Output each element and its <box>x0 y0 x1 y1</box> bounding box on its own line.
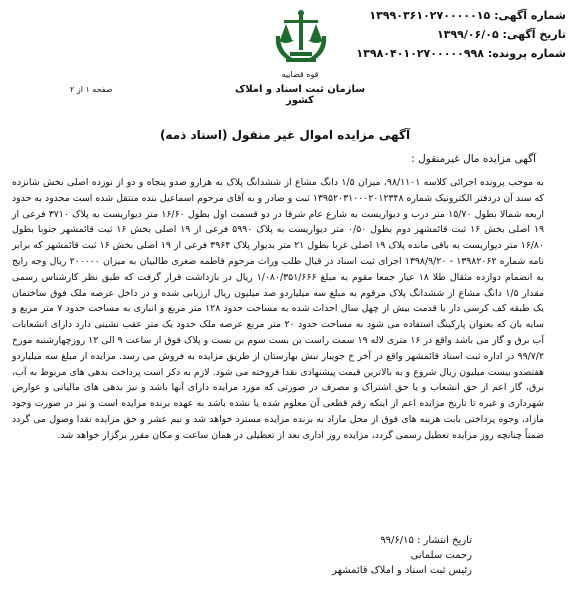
notice-date: تاریخ آگهی: ۱۳۹۹/۰۶/۰۵ <box>436 28 566 41</box>
notice-title: آگهی مزایده اموال غیر منقول (اسناد ذمه) <box>159 128 411 142</box>
notice-number: شماره آگهی: ۱۳۹۹۰۳۶۱۰۲۷۰۰۰۰۰۱۵ <box>369 9 566 22</box>
judiciary-label: قوه قضاییه <box>281 70 319 79</box>
notice-intro: آگهی مزایده مال غیرمنقول : <box>411 153 536 165</box>
notice-meta <box>330 6 566 63</box>
organization-name: سازمان ثبت اسناد و املاک کشور <box>234 84 366 106</box>
signer-name: رحمت سلمانی <box>410 550 472 561</box>
case-number: شماره پرونده: ۱۳۹۸۰۴۰۱۰۲۷۰۰۰۰۰۹۹۸ <box>356 47 566 60</box>
notice-body: به موجب پرونده اجرائی کلاسه ۹۸/۱۱۰۱، میزان ۱/۵ دانگ مشاع از ششدانگ پلاک به هزارو صدو پنجاه و دو از نوزده اصلی بخش شانزده که سند آن دردفتر الکترونیک شماره ۱۳۹۵۲۰۳۱۰۰۰۲۰۱۲۳۴۸ ثبت و صادر و به آقای مرحوم اسماعیل بنده منتقل شده است محدود به حدود اربعه شمالا بطول ۱۵/۷۰ متر درب و دیواریست به شارع عام شرقا در دو قسمت اول بطول ۱۶/۶۰ متر دیواریست به پلاک ۳۷۱۰ فرعی از ۱۹ اصلی بخش ۱۶ ثبت قائمشهر دوم بطول ۰/۵۰ متر دیواریست به پلاک ۵۹۹۰ فرعی از ۱۹ اصلی بخش ۱۶ ثبت قائمشهر جنوبا بطول ۱۶/۸۰ متر دیواریست به باقی مانده پلاک ۱۹ اصلی غربا بطول ۲۱ متر بدیوار پلاک ۳۹۶۴ فرعی از ۱۹ اصلی بخش ۱۶ ثبت قائمشهر که برابر نامه شماره ۱۳۹۸۲۰۶۲ - ۱۳۹۸/۹/۲۰ اجرای ثبت اسناد در قبال طلب وراث مرحوم فاطمه صغری طالبیان به میزان ۲۰۰۰۰۰ ریال وجه رایج به انضمام دوازده مثقال طلا ۱۸ عیار جمعا مقوم به مبلغ ۱/۰۸۰/۳۵۱/۶۶۶ ریال در بازداشت قرار گرفت که طبق نظر کارشناس رسمی مقدار ۱/۵ دانگ مشاع از ششدانگ پلاک مرقوم به مبلغ سه میلیاردو صد میلیون ریال ارزیابی شده و در داخل عرصه ملک فوق ساختمان یک طبقه کف کرسی دار با قدمت بیش از چهل سال احداث شده به مساحت حدود ۱۲۸ متر مربع و انباری به مساحت حدود ۷ متر مربع و سایه بان که بعنوان پارکینگ استفاده می شود به مساحت حدود ۲۰ متر مربع عرصه ملک حدود یک متر عقب نشینی دارد دارای انشعابات آب برق و گاز می باشد واقع در ۱۶ متری لاله ۱۹ سمت راست بن بست سوم بن بست و پلاک فوق از ساعت ۹ الی ۱۲ روزچهارشنبه مورخ ۹۹/۷/۲ در اداره ثبت اسناد قائمشهر واقع در آخر خ جویبار نبش بهارستان از طریق مزایده به فروش می رسد. مزایده از مبلغ سه میلیاردو هفتصدو بیست میلیون ریال شروع و به بالاترین قیمت پیشنهادی نقدا فروخته می شود. لازم به ذکر است پرداخت بدهی های مربوط به آب، برق، گاز اعم از حق انشعاب و یا حق اشتراک و مصرف در صورتی که مورد مزایده دارای آنها باشد و نیز بدهی های مالیاتی و عوارض شهرداری و غیره تا تاریخ مزایده اعم از اینکه رقم قطعی آن معلوم شده یا نشده باشد به عهده برنده مزایده است و نیز در صورت وجود مازاد، وجوه پرداختی بابت هزینه های فوق از محل مازاد به برنده مزایده مسترد خواهد شد و نیم عشر و حق مزایده نقدا وصول می گردد ضمناً چنانچه روز مزایده تعطیل رسمی گردد، مزایده روز اداری بعد از تعطیلی در همان ساعت و مکان مقرر برگزار خواهد شد. <box>12 177 545 441</box>
judiciary-emblem-icon <box>272 8 330 68</box>
signer-position: رئیس ثبت اسناد و املاک قائمشهر <box>332 565 472 576</box>
publish-date: تاریخ انتشار : ۹۹/۶/۱۵ <box>380 535 472 546</box>
page-number: صفحه ۱ از ۲ <box>70 85 113 94</box>
